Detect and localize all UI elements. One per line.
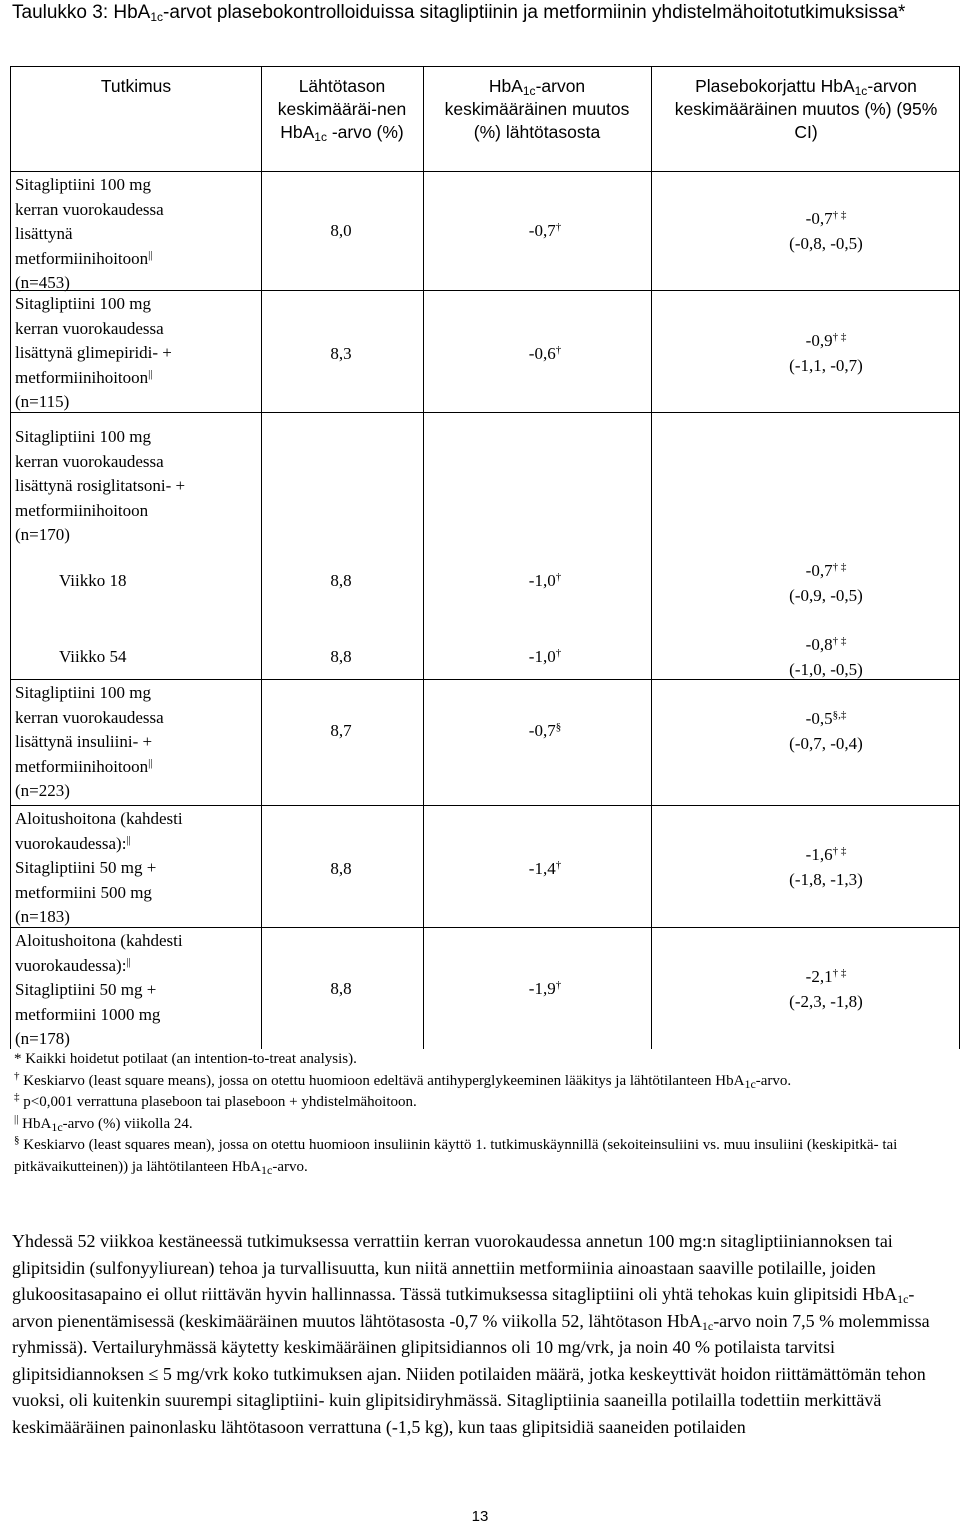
study-line: Sitagliptiini 100 mg xyxy=(15,175,152,194)
confidence-interval: (-1,1, -0,7) xyxy=(789,355,863,375)
results-table xyxy=(10,66,960,1049)
study-line: lisättynä insuliini- + xyxy=(15,732,153,751)
page-number: 13 xyxy=(471,1508,489,1525)
study-line: metformiinihoitoon|| xyxy=(15,367,153,387)
study-line: (n=183) xyxy=(15,907,70,926)
change-value: -1,4† xyxy=(528,859,562,878)
study-line: (n=115) xyxy=(15,392,70,411)
study-cell xyxy=(15,425,245,548)
study-line: Sitagliptiini 50 mg + xyxy=(15,980,157,999)
footnote: ‡ p<0,001 verrattuna plaseboon tai plaseboon + yhdistelmähoitoon. xyxy=(14,1091,417,1110)
column-divider xyxy=(651,67,652,1049)
study-line: lisättynä glimepiridi- + xyxy=(15,343,172,362)
baseline-value: 8,8 xyxy=(330,859,352,878)
study-line: metformiinihoitoon|| xyxy=(15,756,153,776)
study-line: Sitagliptiini 100 mg xyxy=(15,294,152,313)
column-divider xyxy=(261,67,262,1049)
body-paragraph: Yhdessä 52 viikkoa kestäneessä tutkimuksessa verrattiin kerran vuorokaudessa annetun 100 mg:n sitagliptiiniannoksen tai glipitsidin (sulfonyyliurean) tehoa ja turvallisuutta, kun niitä annettiin metformiinia ainoastaan saaville potilaille, joiden glukoositasapaino ei ollut riittävän hyvin hallinnassa. Tässä tutkimuksessa sitagliptiini oli yhtä tehokas kuin glipitsidi HbA$_{1c}$-arvon pienentämisessä (keskimääräinen muutos lähtötasosta -0,7 % viikolla 52, lähtötason HbA$_{1c}$-arvo noin 7,5 % molemmissa ryhmissä). Vertailuryhmässä käytetty keskimääräinen glipitsidiannos oli 10 mg/vrk, ja noin 40 % potilaista tarvitsi glipitsidiannoksen ≤ 5 mg/vrk koko tutkimuksen ajan. Niiden potilaiden määrä, jotka keskeyttivät hoidon riittämättömän tehon vuoksi, oli kuitenkin suurempi sitagliptiini- kuin glipitsidiryhmässä. Sitagliptiinia saaneilla potilailla todettiin merkittävä keskimääräinen painonlasku lähtötasoon verrattuna (-1,5 kg), kun taas glipitsidiä saaneiden potilaiden xyxy=(12,1231,930,1437)
table-caption: Taulukko 3: HbA$_{1c}$-arvot plasebokontrolloiduissa sitagliptiinin ja metformiinin yhdistelmähoitotutkimuksissa* xyxy=(12,2,906,24)
header-baseline: Lähtötason keskimääräi-nen HbA$_{1c}$ -arvo (%) xyxy=(277,76,407,144)
study-line: (n=453) xyxy=(15,273,70,292)
baseline-value: 8,7 xyxy=(330,721,352,740)
placebo-corrected-value: -1,6† ‡ (-1,8, -1,3) xyxy=(701,843,951,892)
study-line: metformiini 1000 mg xyxy=(15,1004,161,1024)
table-footnotes xyxy=(14,1049,944,1178)
placebo-corrected-value: -0,9† ‡ (-1,1, -0,7) xyxy=(701,329,951,378)
header-study: Tutkimus xyxy=(100,76,172,96)
row-divider xyxy=(11,171,959,172)
change-value: -1,0† xyxy=(528,571,562,590)
study-line: Aloitushoitona (kahdesti xyxy=(15,931,183,950)
study-line: vuorokaudessa):|| xyxy=(15,955,131,975)
study-line: metformiini 500 mg xyxy=(15,882,152,902)
study-line: (n=170) xyxy=(15,525,70,544)
change-value: -1,9† xyxy=(528,979,562,998)
study-line: Aloitushoitona (kahdesti xyxy=(15,809,183,828)
change-value: -0,7§ xyxy=(528,721,562,740)
column-divider xyxy=(423,67,424,1049)
study-line: Sitagliptiini 100 mg xyxy=(15,427,152,446)
study-line: kerran vuorokaudessa xyxy=(15,451,164,471)
header-change: HbA$_{1c}$-arvon keskimääräinen muutos (%) lähtötasosta xyxy=(444,76,630,142)
footnote: || HbA$_{1c}$-arvo (%) viikolla 24. xyxy=(14,1112,193,1134)
study-line: Sitagliptiini 50 mg + xyxy=(15,858,157,877)
study-line: metformiinihoitoon|| xyxy=(15,248,153,268)
confidence-interval: (-2,3, -1,8) xyxy=(789,991,863,1011)
study-line: (n=223) xyxy=(15,781,70,800)
study-line: vuorokaudessa):|| xyxy=(15,833,131,853)
placebo-corrected-value: -2,1† ‡ (-2,3, -1,8) xyxy=(701,965,951,1014)
study-line: kerran vuorokaudessa xyxy=(15,707,164,727)
placebo-corrected-value: -0,7† ‡ (-0,9, -0,5) xyxy=(701,559,951,608)
study-cell xyxy=(15,929,245,1052)
footnote: * Kaikki hoidetut potilaat (an intention-to-treat analysis). xyxy=(14,1051,357,1067)
study-line: metformiinihoitoon xyxy=(15,500,149,520)
baseline-value: 8,8 xyxy=(330,571,352,590)
placebo-corrected-value: -0,7† ‡ (-0,8, -0,5) xyxy=(701,207,951,256)
study-line: lisättynä rosiglitatsoni- + xyxy=(15,476,186,495)
baseline-value: 8,0 xyxy=(330,221,352,240)
footnote: § Keskiarvo (least squares mean), jossa on otettu huomioon insuliinin käyttö 1. tutkimuskäynnillä (sekoiteinsuliini vs. muu insuliini (keskipitkä- tai pitkävaikutteinen)) ja lähtötilanteen HbA$_{1c}$-arvo. xyxy=(14,1134,898,1177)
confidence-interval: (-1,0, -0,5) xyxy=(789,659,863,679)
placebo-corrected-value: -0,5§,‡ (-0,7, -0,4) xyxy=(701,707,951,756)
row-divider xyxy=(11,805,959,806)
study-line: Sitagliptiini 100 mg xyxy=(15,683,152,702)
study-line: kerran vuorokaudessa xyxy=(15,199,164,219)
change-value: -0,7† xyxy=(528,221,562,240)
baseline-value: 8,8 xyxy=(330,647,352,666)
week-label: Viikko 54 xyxy=(59,647,127,666)
confidence-interval: (-0,8, -0,5) xyxy=(789,233,863,253)
study-cell xyxy=(15,807,245,930)
baseline-value: 8,3 xyxy=(330,344,352,363)
study-line: (n=178) xyxy=(15,1029,70,1048)
placebo-corrected-value: -0,8† ‡ (-1,0, -0,5) xyxy=(701,633,951,682)
baseline-value: 8,8 xyxy=(330,979,352,998)
study-line: kerran vuorokaudessa xyxy=(15,318,164,338)
study-cell xyxy=(15,292,245,415)
week-label: Viikko 18 xyxy=(59,571,127,590)
header-placebo-corrected: Plasebokorjattu HbA$_{1c}$-arvon keskimääräinen muutos (%) (95% CI) xyxy=(674,76,938,142)
change-value: -0,6† xyxy=(528,344,562,363)
study-line: lisättynä xyxy=(15,224,73,243)
confidence-interval: (-1,8, -1,3) xyxy=(789,869,863,889)
confidence-interval: (-0,9, -0,5) xyxy=(789,585,863,605)
footnote: † Keskiarvo (least square means), jossa on otettu huomioon edeltävä antihyperglykeeminen lääkitys ja lähtötilanteen HbA$_{1c}$-arvo. xyxy=(14,1069,792,1091)
study-cell xyxy=(15,173,245,296)
confidence-interval: (-0,7, -0,4) xyxy=(789,733,863,753)
change-value: -1,0† xyxy=(528,647,562,666)
study-cell xyxy=(15,681,245,804)
